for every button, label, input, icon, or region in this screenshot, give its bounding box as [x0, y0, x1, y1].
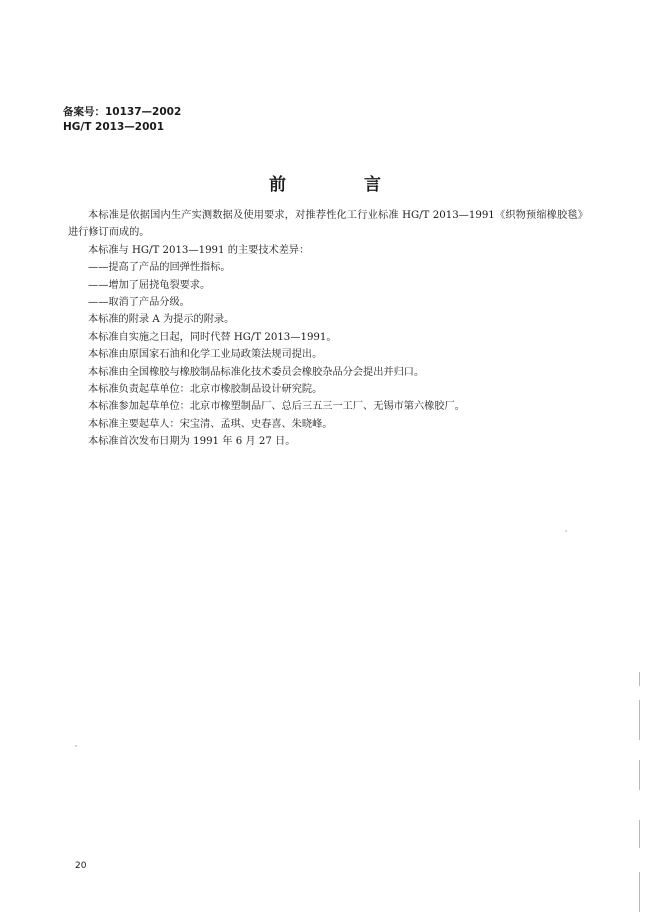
paragraph-difference-1: ——提高了产品的回弹性指标。	[88, 262, 231, 274]
scan-artifact-line	[639, 700, 640, 740]
record-number: 备案号：10137—2002	[63, 106, 182, 118]
page-title: 前 言	[269, 175, 417, 195]
paragraph-difference-2: ——增加了屈挠龟裂要求。	[88, 279, 211, 291]
scan-artifact-dot	[75, 745, 77, 747]
page-number: 20	[75, 861, 87, 871]
paragraph-first-release: 本标准首次发布日期为 1991 年 6 月 27 日。	[88, 436, 296, 448]
scan-artifact-dot	[565, 530, 567, 532]
scan-artifact-line	[639, 760, 640, 790]
foreword-body	[68, 207, 588, 451]
paragraph-differences-intro: 本标准与 HG/T 2013—1991 的主要技术差异：	[88, 244, 310, 256]
document-header	[63, 105, 181, 135]
scan-artifact-line	[639, 820, 640, 848]
paragraph-difference-3: ——取消了产品分级。	[88, 297, 190, 309]
paragraph-committee: 本标准由全国橡胶与橡胶制品标准化技术委员会橡胶杂品分会提出并归口。	[88, 366, 425, 378]
paragraph-main-drafters: 本标准主要起草人：宋宝清、孟琪、史春喜、朱晓峰。	[88, 418, 333, 430]
paragraph-basis: 本标准是依据国内生产实测数据及使用要求，对推荐性化工行业标准 HG/T 2013—1991《织物预缩橡胶毯》进行修订而成的。	[68, 210, 588, 239]
standard-code: HG/T 2013—2001	[63, 121, 165, 133]
paragraph-participating-drafters: 本标准参加起草单位：北京市橡塑制品厂、总后三五三一工厂、无锡市第六橡胶厂。	[88, 401, 465, 413]
paragraph-proposer: 本标准由原国家石油和化学工业局政策法规司提出。	[88, 349, 323, 361]
paragraph-replacement: 本标准自实施之日起，同时代替 HG/T 2013—1991。	[88, 331, 337, 343]
paragraph-lead-drafter: 本标准负责起草单位：北京市橡胶制品设计研究院。	[88, 384, 323, 396]
paragraph-appendix: 本标准的附录 A 为提示的附录。	[88, 314, 235, 326]
scan-artifact-line	[639, 872, 640, 912]
scan-artifact-line	[639, 672, 640, 686]
